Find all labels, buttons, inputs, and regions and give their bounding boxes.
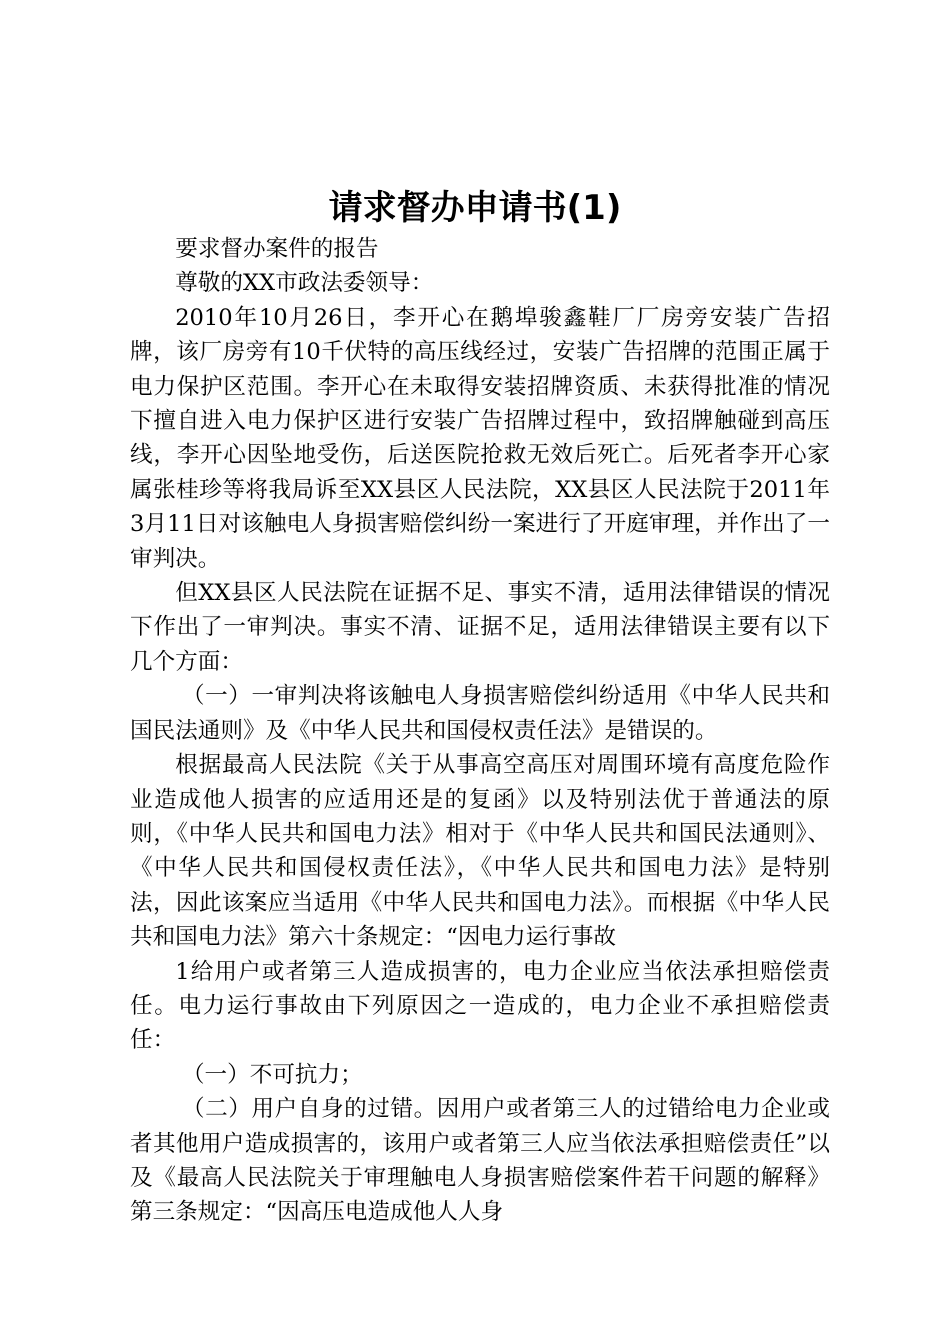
- paragraph-facts: 2010年10月26日，李开心在鹅埠骏鑫鞋厂厂房旁安装广告招牌，该厂房旁有10千伏特的高压线经过，安装广告招牌的范围正属于电力保护区范围。李开心在未取得安装招牌资质、未获得批准的情况下擅自进入电力保护区进行安装广告招牌过程中，致招牌触碰到高压线，李开心因坠地受伤，后送医院抢救无效后死亡。后死者李开心家属张桂珍等将我局诉至XX县区人民法院，XX县区人民法院于2011年3月11日对该触电人身损害赔偿纠纷一案进行了开庭审理，并作出了一审判决。: [130, 304, 830, 572]
- report-heading: 要求督办案件的报告: [175, 236, 379, 262]
- document-body: [130, 232, 830, 1230]
- paragraph-legal-basis: 根据最高人民法院《关于从事高空高压对周围环境有高度危险作业造成他人损害的应适用还是的复函》以及特别法优于普通法的原则，《中华人民共和国电力法》相对于《中华人民共和国民法通则》、《中华人民共和国侵权责任法》，《中华人民共和国电力法》是特别法，因此该案应当适用《中华人民共和国电力法》。而根据《中华人民共和国电力法》第六十条规定：“因电力运行事故: [130, 752, 830, 951]
- point-one: （一）一审判决将该触电人身损害赔偿纠纷适用《中华人民共和国民法通则》及《中华人民共和国侵权责任法》是错误的。: [130, 683, 830, 744]
- paragraph-liability: 1给用户或者第三人造成损害的，电力企业应当依法承担赔偿责任。电力运行事故由下列原因之一造成的，电力企业不承担赔偿责任：: [130, 958, 830, 1054]
- clause-force-majeure: （一）不可抗力；: [181, 1061, 363, 1088]
- document-title: 请求督办申请书(1): [328, 188, 622, 228]
- clause-user-fault: （二）用户自身的过错。因用户或者第三人的过错给电力企业或者其他用户造成损害的，该用户或者第三人应当依法承担赔偿责任”以及《最高人民法院关于审理触电人身损害赔偿案件若干问题的解释》第三条规定：“因高压电造成他人人身: [130, 1096, 830, 1226]
- paragraph-judgment-issues: 但XX县区人民法院在证据不足、事实不清，适用法律错误的情况下作出了一审判决。事实不清、证据不足，适用法律错误主要有以下几个方面：: [130, 580, 830, 675]
- salutation: 尊敬的XX市政法委领导：: [175, 270, 434, 297]
